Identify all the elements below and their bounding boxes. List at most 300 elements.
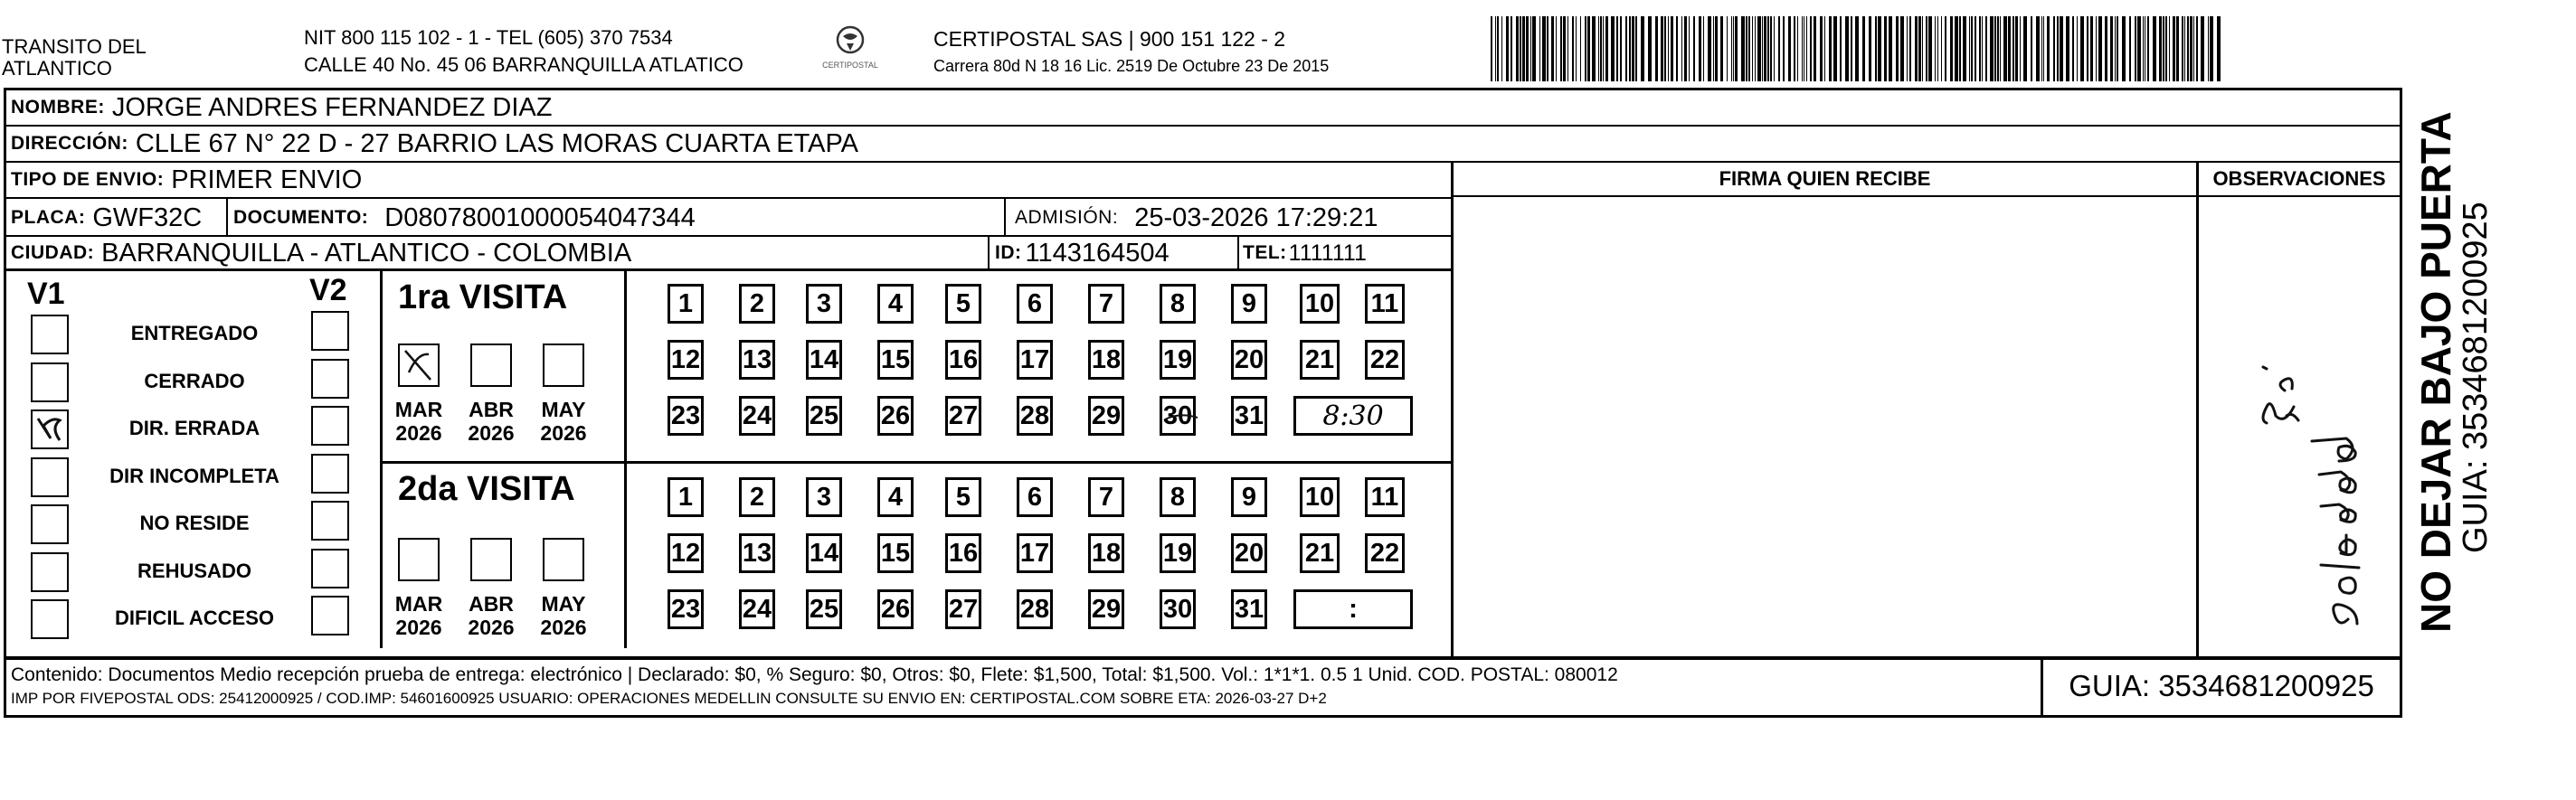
divider — [382, 461, 1452, 464]
barcode-bar — [1806, 16, 1807, 81]
barcode-bar — [1840, 16, 1842, 81]
barcode-bar — [1689, 16, 1690, 81]
day-box[interactable]: 19 — [1160, 533, 1196, 573]
barcode-bar — [1918, 16, 1921, 81]
day-box[interactable]: 4 — [877, 284, 914, 324]
barcode-bar — [2153, 16, 2156, 81]
barcode-bar — [2053, 16, 2055, 81]
admission-cell — [1015, 200, 1378, 236]
day-box[interactable]: 22 — [1365, 533, 1405, 573]
address-label: DIRECCIÓN: — [11, 133, 128, 154]
day-box[interactable]: 31 — [1231, 396, 1267, 436]
month-name: MAR — [394, 398, 443, 421]
barcode-bar — [1708, 16, 1711, 81]
month-checkbox[interactable] — [470, 344, 512, 387]
barcode-bar — [2023, 16, 2027, 81]
barcode-bar — [1641, 16, 1644, 81]
day-box[interactable]: 19 — [1160, 340, 1196, 380]
barcode-bar — [2036, 16, 2040, 81]
side-notice — [2413, 72, 2458, 633]
barcode-bar — [1935, 16, 1936, 81]
day-box[interactable]: 16 — [945, 340, 981, 380]
barcode-bar — [1603, 16, 1604, 81]
barcode-bar — [1896, 16, 1899, 81]
day-box[interactable]: 5 — [945, 477, 981, 517]
day-box[interactable]: 30 — [1160, 396, 1196, 436]
day-box[interactable]: 10 — [1300, 284, 1340, 324]
v2-checkbox[interactable] — [311, 596, 349, 635]
barcode-bar — [1810, 16, 1812, 81]
v2-checkbox[interactable] — [311, 359, 349, 399]
month-year: 2026 — [540, 421, 587, 445]
day-box[interactable]: 2 — [739, 477, 775, 517]
barcode-bar — [1746, 16, 1747, 81]
divider — [1004, 199, 1006, 237]
day-box[interactable]: 9 — [1231, 284, 1267, 324]
barcode-bar — [1567, 16, 1568, 81]
issuer-nit: NIT 800 115 102 - 1 - TEL (605) 370 7534 — [304, 26, 673, 49]
barcode-bar — [1671, 16, 1673, 81]
barcode-bar — [1969, 16, 1970, 81]
barcode-bar — [1824, 16, 1825, 81]
tel-cell — [1243, 237, 1367, 269]
barcode-bar — [1635, 16, 1637, 81]
check-mark-icon — [33, 411, 67, 447]
day-box[interactable]: 28 — [1017, 396, 1053, 436]
status-label: DIFICIL ACCESO — [114, 607, 274, 629]
day-box[interactable]: 7 — [1088, 477, 1124, 517]
day-box[interactable]: 18 — [1088, 340, 1124, 380]
courier-info — [933, 27, 1329, 76]
barcode-bar — [1922, 16, 1923, 81]
day-box[interactable]: 23 — [668, 589, 704, 629]
barcode-bar — [1855, 16, 1859, 81]
barcode-bar — [1668, 16, 1669, 81]
barcode-bar — [1783, 16, 1785, 81]
barcode-bar — [2163, 16, 2164, 81]
month-year: 2026 — [395, 421, 442, 445]
barcode-bar — [1539, 16, 1540, 81]
day-box[interactable]: 18 — [1088, 533, 1124, 573]
barcode-bar — [2147, 16, 2149, 81]
status-label: DIR. ERRADA — [128, 417, 260, 439]
barcode-bar — [1909, 16, 1911, 81]
barcode-bar — [2000, 16, 2001, 81]
v1-checkbox[interactable] — [31, 315, 69, 354]
barcode-bar — [1735, 16, 1738, 81]
issuer-info — [304, 27, 743, 76]
barcode-bar — [1997, 16, 1999, 81]
day-box[interactable]: 27 — [945, 589, 981, 629]
day-box[interactable]: 6 — [1017, 477, 1053, 517]
divider — [1454, 195, 2400, 197]
month-label — [536, 398, 591, 445]
barcode-bar — [1963, 16, 1966, 81]
status-label: CERRADO — [144, 369, 245, 392]
day-box[interactable]: 28 — [1017, 589, 1053, 629]
barcode — [1491, 16, 2232, 81]
day-box[interactable]: 25 — [806, 396, 842, 436]
visit1-title: 1ra VISITA — [398, 278, 568, 316]
barcode-bar — [2060, 16, 2063, 81]
barcode-bar — [1703, 16, 1704, 81]
day-box[interactable]: 27 — [945, 396, 981, 436]
recipient-name: JORGE ANDRES FERNANDEZ DIAZ — [111, 92, 553, 122]
barcode-bar — [1632, 16, 1634, 81]
day-box[interactable]: 12 — [668, 340, 704, 380]
barcode-bar — [1979, 16, 1981, 81]
day-box[interactable]: 29 — [1088, 589, 1124, 629]
barcode-bar — [2043, 16, 2044, 81]
divider — [5, 268, 1451, 271]
name-label: NOMBRE: — [11, 97, 105, 118]
barcode-bar — [1605, 16, 1608, 81]
divider — [624, 268, 627, 648]
day-box[interactable]: 17 — [1017, 340, 1053, 380]
month-label — [536, 592, 591, 639]
day-box[interactable]: 1 — [668, 477, 704, 517]
logo-text: CERTIPOSTAL — [822, 61, 878, 70]
day-box[interactable]: 20 — [1231, 340, 1267, 380]
barcode-bar — [1542, 16, 1546, 81]
barcode-bar — [2041, 16, 2042, 81]
barcode-bar — [2193, 16, 2194, 81]
month-year: 2026 — [395, 616, 442, 639]
day-box[interactable]: 10 — [1300, 477, 1340, 517]
divider — [226, 199, 228, 237]
barcode-bar — [1915, 16, 1918, 81]
logo-icon — [830, 24, 870, 60]
day-box[interactable]: 11 — [1365, 477, 1405, 517]
day-box[interactable]: 31 — [1231, 589, 1267, 629]
admission-label: ADMISIÓN: — [1015, 207, 1119, 228]
day-box[interactable]: 2 — [739, 284, 775, 324]
day-box[interactable]: 8 — [1160, 477, 1196, 517]
barcode-bar — [1982, 16, 1983, 81]
row-address — [5, 127, 2400, 163]
barcode-bar — [1950, 16, 1953, 81]
month-label — [392, 592, 446, 639]
barcode-bar — [1556, 16, 1557, 81]
barcode-bar — [1833, 16, 1837, 81]
barcode-bar — [2031, 16, 2032, 81]
barcode-bar — [2190, 16, 2192, 81]
day-cross-mark — [1161, 400, 1201, 437]
admission: 25-03-2026 17:29:21 — [1134, 202, 1378, 232]
day-box[interactable]: 1 — [668, 284, 704, 324]
barcode-bar — [1495, 16, 1496, 81]
v1-checkbox[interactable] — [31, 409, 69, 449]
time-box[interactable]: : — [1293, 589, 1413, 629]
day-box[interactable]: 13 — [739, 340, 775, 380]
barcode-bar — [2187, 16, 2189, 81]
document-label: DOCUMENTO: — [233, 207, 369, 228]
barcode-bar — [2110, 16, 2113, 81]
send-type-label: TIPO DE ENVIO: — [11, 169, 165, 190]
barcode-bar — [2057, 16, 2059, 81]
barcode-bar — [1532, 16, 1536, 81]
barcode-bar — [1648, 16, 1652, 81]
day-box[interactable]: 8 — [1160, 284, 1196, 324]
barcode-bar — [1994, 16, 1996, 81]
v1-header: V1 — [27, 277, 65, 311]
barcode-bar — [2143, 16, 2144, 81]
barcode-bar — [1727, 16, 1728, 81]
barcode-bar — [1829, 16, 1832, 81]
barcode-bar — [1715, 16, 1718, 81]
tel-label: TEL: — [1243, 242, 1287, 263]
barcode-bar — [1598, 16, 1599, 81]
barcode-bar — [1491, 16, 1492, 81]
barcode-bar — [1820, 16, 1823, 81]
divider — [988, 235, 990, 269]
day-box[interactable]: 24 — [739, 396, 775, 436]
barcode-bar — [2182, 16, 2183, 81]
month-checkbox[interactable] — [398, 344, 440, 387]
month-label — [392, 398, 446, 445]
barcode-bar — [1878, 16, 1881, 81]
side-notice-text: NO DEJAR BAJO PUERTA — [2412, 111, 2459, 633]
month-year: 2026 — [468, 421, 515, 445]
barcode-bar — [2115, 16, 2116, 81]
barcode-bar — [2020, 16, 2021, 81]
footer-contents: Contenido: Documentos Medio recepción prueba de entrega: electrónico | Declarado: $0, % Seguro: $0, Otros: $0, Flete: $1,500, Total: $1,500. Vol.: 1*1*1. 0.5 1 Unid. COD. POSTAL: 080012 — [11, 664, 1618, 685]
barcode-bar — [2129, 16, 2131, 81]
month-checkbox[interactable] — [543, 538, 584, 581]
barcode-bar — [1814, 16, 1816, 81]
day-box[interactable]: 15 — [877, 340, 914, 380]
barcode-bar — [1788, 16, 1791, 81]
day-box[interactable]: 4 — [877, 477, 914, 517]
v2-checkbox[interactable] — [311, 549, 349, 588]
barcode-bar — [1516, 16, 1519, 81]
city: BARRANQUILLA - ATLANTICO - COLOMBIA — [101, 238, 632, 268]
barcode-bar — [1869, 16, 1871, 81]
month-checkbox[interactable] — [470, 538, 512, 581]
day-box[interactable]: 13 — [739, 533, 775, 573]
day-box[interactable]: 14 — [806, 340, 842, 380]
month-label — [464, 398, 518, 445]
barcode-bar — [1699, 16, 1701, 81]
day-box[interactable]: 15 — [877, 533, 914, 573]
barcode-bar — [1560, 16, 1562, 81]
barcode-bar — [1733, 16, 1734, 81]
barcode-bar — [1755, 16, 1756, 81]
plate-cell — [5, 200, 202, 236]
divider — [2196, 163, 2199, 656]
day-box[interactable]: 12 — [668, 533, 704, 573]
barcode-bar — [1757, 16, 1761, 81]
scribble-icon — [1161, 400, 1201, 432]
divider — [1237, 235, 1239, 269]
barcode-bar — [2208, 16, 2209, 81]
barcode-bar — [2096, 16, 2097, 81]
issuer-address: CALLE 40 No. 45 06 BARRANQUILLA ATLATICO — [304, 53, 743, 76]
barcode-bar — [1955, 16, 1958, 81]
barcode-bar — [1547, 16, 1548, 81]
city-label: CIUDAD: — [11, 242, 95, 263]
barcode-bar — [1770, 16, 1772, 81]
barcode-bar — [2077, 16, 2078, 81]
day-box[interactable]: 26 — [877, 589, 914, 629]
barcode-bar — [1625, 16, 1627, 81]
recipient-address: CLLE 67 N° 22 D - 27 BARRIO LAS MORAS CUARTA ETAPA — [135, 128, 859, 158]
side-guia-text: GUIA: 3534681200925 — [2457, 202, 2495, 553]
barcode-bar — [2196, 16, 2198, 81]
day-box[interactable]: 3 — [806, 284, 842, 324]
barcode-bar — [1616, 16, 1618, 81]
recipient-id: 1143164504 — [1025, 238, 1170, 268]
barcode-bar — [2080, 16, 2084, 81]
barcode-bar — [2201, 16, 2204, 81]
courier-name: CERTIPOSTAL SAS | 900 151 122 - 2 — [933, 27, 1286, 51]
day-box[interactable]: 29 — [1088, 396, 1124, 436]
month-name: ABR — [469, 398, 514, 421]
day-box[interactable]: 21 — [1300, 340, 1340, 380]
day-box[interactable]: 25 — [806, 589, 842, 629]
day-box[interactable]: 26 — [877, 396, 914, 436]
day-box[interactable]: 17 — [1017, 533, 1053, 573]
day-box[interactable]: 7 — [1088, 284, 1124, 324]
day-box[interactable]: 5 — [945, 284, 981, 324]
time-box[interactable]: 8:30 — [1293, 396, 1413, 436]
row-name — [5, 90, 2400, 127]
barcode-bar — [1845, 16, 1849, 81]
day-box[interactable]: 16 — [945, 533, 981, 573]
day-box[interactable]: 20 — [1231, 533, 1267, 573]
handwriting-word-2 — [2287, 414, 2359, 624]
v2-checkbox[interactable] — [311, 311, 349, 351]
barcode-bar — [1511, 16, 1512, 81]
document: D08078001000054047344 — [384, 202, 696, 232]
id-label: ID: — [995, 242, 1022, 263]
barcode-bar — [1551, 16, 1554, 81]
day-box[interactable]: 9 — [1231, 477, 1267, 517]
day-box[interactable]: 24 — [739, 589, 775, 629]
barcode-bar — [1926, 16, 1927, 81]
day-box[interactable]: 21 — [1300, 533, 1340, 573]
barcode-bar — [1875, 16, 1877, 81]
barcode-bar — [2008, 16, 2011, 81]
barcode-bar — [1778, 16, 1780, 81]
barcode-bar — [1928, 16, 1932, 81]
barcode-bar — [1684, 16, 1687, 81]
status-label: REHUSADO — [137, 559, 251, 582]
barcode-bar — [1802, 16, 1803, 81]
barcode-bar — [2117, 16, 2118, 81]
side-guia — [2457, 174, 2495, 553]
barcode-bar — [1676, 16, 1678, 81]
tel: 1111111 — [1288, 240, 1367, 266]
day-box[interactable]: 11 — [1365, 284, 1405, 324]
month-year: 2026 — [540, 616, 587, 639]
barcode-bar — [1764, 16, 1766, 81]
barcode-bar — [1900, 16, 1904, 81]
barcode-bar — [2184, 16, 2185, 81]
barcode-bar — [1767, 16, 1769, 81]
day-box[interactable]: 6 — [1017, 284, 1053, 324]
barcode-bar — [1752, 16, 1753, 81]
plate-label: PLACA: — [11, 207, 86, 228]
barcode-bar — [1720, 16, 1723, 81]
barcode-bar — [1907, 16, 1908, 81]
barcode-bar — [2122, 16, 2126, 81]
barcode-bar — [2135, 16, 2136, 81]
barcode-bar — [2015, 16, 2018, 81]
day-box[interactable]: 23 — [668, 396, 704, 436]
v2-checkbox[interactable] — [311, 406, 349, 446]
barcode-bar — [1741, 16, 1745, 81]
barcode-bar — [1889, 16, 1892, 81]
check-mark-icon — [400, 345, 438, 385]
barcode-bar — [1851, 16, 1852, 81]
barcode-bar — [2066, 16, 2069, 81]
plate: GWF32C — [92, 202, 203, 232]
barcode-bar — [2173, 16, 2175, 81]
barcode-bar — [1664, 16, 1666, 81]
barcode-bar — [2137, 16, 2141, 81]
barcode-bar — [1585, 16, 1586, 81]
barcode-bar — [1748, 16, 1750, 81]
barcode-bar — [2210, 16, 2213, 81]
barcode-bar — [1990, 16, 1994, 81]
month-checkbox[interactable] — [398, 538, 440, 581]
barcode-bar — [1797, 16, 1798, 81]
barcode-bar — [1941, 16, 1942, 81]
divider — [1451, 163, 1454, 656]
barcode-bar — [1794, 16, 1795, 81]
barcode-bar — [1681, 16, 1682, 81]
day-box[interactable]: 22 — [1365, 340, 1405, 380]
v1-checkbox[interactable] — [31, 599, 69, 639]
barcode-bar — [1611, 16, 1615, 81]
barcode-bar — [2159, 16, 2162, 81]
document-cell — [233, 200, 696, 236]
v1-checkbox[interactable] — [31, 362, 69, 402]
v1-checkbox[interactable] — [31, 552, 69, 592]
v1-checkbox[interactable] — [31, 504, 69, 544]
day-box[interactable]: 3 — [806, 477, 842, 517]
barcode-bar — [1526, 16, 1529, 81]
month-checkbox[interactable] — [543, 344, 584, 387]
barcode-bar — [1655, 16, 1658, 81]
send-type: PRIMER ENVIO — [171, 165, 363, 194]
day-box[interactable]: 14 — [806, 533, 842, 573]
status-label: DIR INCOMPLETA — [109, 464, 279, 487]
barcode-bar — [1661, 16, 1663, 81]
barcode-bar — [1530, 16, 1531, 81]
month-year: 2026 — [468, 616, 515, 639]
courier-license: Carrera 80d N 18 16 Lic. 2519 De Octubre 23 De 2015 — [933, 57, 1330, 75]
day-box[interactable]: 30 — [1160, 589, 1196, 629]
barcode-bar — [1497, 16, 1499, 81]
issuer-org-line2: ATLANTICO — [2, 57, 112, 80]
barcode-bar — [1576, 16, 1577, 81]
barcode-bar — [1629, 16, 1631, 81]
v2-checkbox[interactable] — [311, 501, 349, 541]
status-label: NO RESIDE — [139, 512, 250, 534]
v1-checkbox[interactable] — [31, 457, 69, 497]
month-name: MAY — [541, 592, 586, 616]
barcode-bar — [1762, 16, 1763, 81]
footer-guia: GUIA: 3534681200925 — [2069, 669, 2374, 702]
v2-checkbox[interactable] — [311, 454, 349, 494]
barcode-bar — [1862, 16, 1865, 81]
footer-frame — [4, 656, 2402, 718]
barcode-bar — [1506, 16, 1509, 81]
barcode-bar — [2217, 16, 2221, 81]
month-name: ABR — [469, 592, 514, 616]
